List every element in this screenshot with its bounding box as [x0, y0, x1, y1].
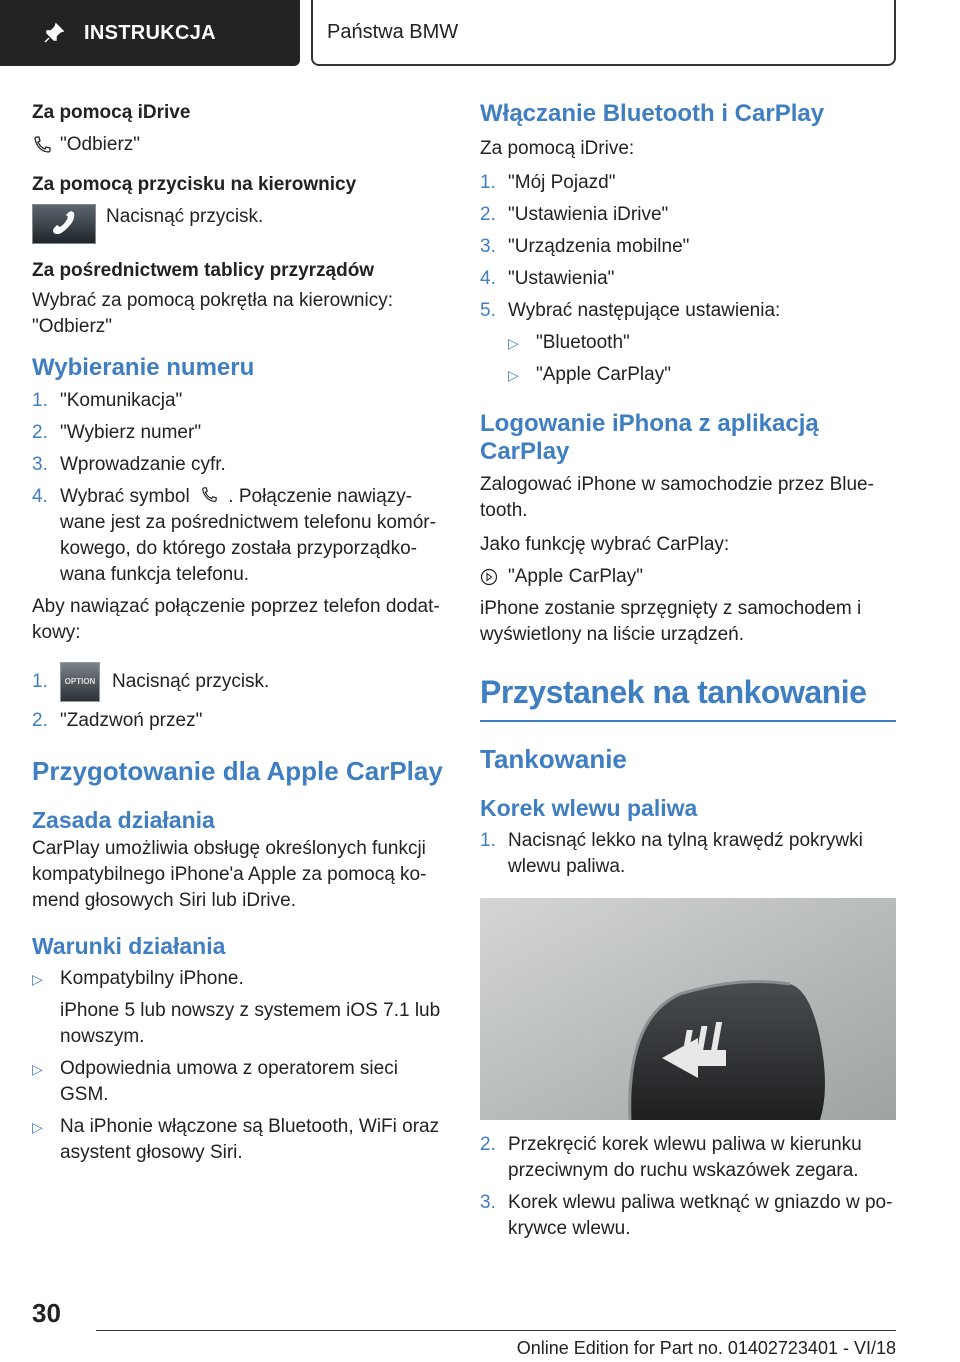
list-item: 1. "Komunikacja"	[32, 390, 183, 411]
login-carplay-text: "Apple CarPlay"	[508, 566, 643, 587]
list-item: 2. "Zadzwoń przez"	[32, 710, 203, 731]
phone-handset-icon	[199, 486, 219, 504]
list-item: ▷ "Apple CarPlay"	[508, 364, 671, 385]
list-item: 1. "Mój Pojazd"	[480, 172, 616, 193]
heading-carplay-prep: Przygotowanie dla Apple CarPlay	[32, 756, 443, 786]
manual-tab[interactable]	[0, 0, 300, 66]
fuel-cap-steps	[480, 828, 896, 880]
list-item: 3. Wprowadzanie cyfr.	[32, 454, 226, 475]
subheading-idrive: Za pomocą iDrive	[32, 102, 191, 123]
idrive-answer-text: "Odbierz"	[60, 134, 141, 155]
list-item: 1. Nacisnąć lekko na tylną krawędź pokrywki wlewu paliwa.	[480, 830, 863, 877]
manual-tab-label: INSTRUKCJA	[84, 22, 216, 44]
login-text-2: Jako funkcję wybrać CarPlay:	[480, 534, 730, 555]
conditions-list	[32, 966, 446, 1166]
subheading-steering-button: Za pomocą przycisku na kierownicy	[32, 174, 357, 195]
step4-prefix: Wybrać symbol	[60, 486, 190, 507]
heading-bluetooth-carplay: Włączanie Bluetooth i CarPlay	[480, 100, 825, 127]
heading-conditions: Warunki działania	[32, 933, 226, 959]
heading-login-iphone: Logowanie iPhona z aplikacją CarPlay	[480, 410, 819, 465]
steering-button-line	[32, 204, 446, 244]
login-text-3: iPhone zostanie sprzęgnięty z samochodem i wyświetlony na liście urządzeń.	[480, 598, 862, 645]
section-tab[interactable]	[311, 0, 896, 66]
list-item: 4. "Ustawienia"	[480, 268, 615, 289]
list-item: 2. "Ustawienia iDrive"	[480, 204, 669, 225]
additional-phone-text: Aby nawiązać połączenie poprzez telefon dodatkowy:	[32, 596, 440, 643]
play-circle-icon	[480, 564, 508, 590]
list-item: 2. Przekręcić korek wlewu paliwa w kierunku przeciwnym do ruchu wskazówek zegara.	[480, 1134, 862, 1181]
list-item: 5. Wybrać następujące ustawienia:	[480, 300, 781, 321]
additional-phone-steps	[32, 662, 446, 734]
heading-refueling: Tankowanie	[480, 744, 627, 774]
list-item: 3. "Urządzenia mobilne"	[480, 236, 690, 257]
list-item: ▷ "Bluetooth"	[508, 332, 630, 353]
bt-intro: Za pomocą iDrive:	[480, 138, 635, 159]
footer-edition: Online Edition for Part no. 01402723401 - VI/18	[96, 1330, 896, 1361]
list-item: ▷ Kompatybilny iPhone. iPhone 5 lub nowszy z systemem iOS 7.1 lub nowszym.	[32, 968, 441, 1047]
subheading-instrument-cluster: Za pośrednictwem tablicy przyrządów	[32, 260, 375, 281]
steering-button-text: Nacisnąć przycisk.	[106, 206, 264, 227]
top-bar	[0, 0, 960, 66]
list-item: 1. OPTION Nacisnąć przycisk.	[32, 662, 446, 702]
heading-dialing: Wybieranie numeru	[32, 354, 255, 381]
heading-fuel-stop: Przystanek na tankowanie	[480, 672, 896, 722]
pin-icon	[42, 21, 66, 45]
steering-phone-button-icon	[32, 204, 96, 244]
principle-text: CarPlay umożliwia obsługę określonych funkcji kompatybilnego iPhone'a Apple za pomocą komend głosowych Siri lub iDrive.	[32, 838, 427, 911]
heading-principle: Zasada działania	[32, 807, 215, 833]
bt-settings-list	[508, 330, 896, 388]
list-item: 4. Wybrać symbol . Połączenie nawiązywane jest za pośrednictwem telefonu komórkowego, do którego została przyporządkowana funkcja telefonu.	[32, 486, 436, 585]
fuel-flap-photo	[480, 898, 896, 1120]
left-column	[32, 100, 446, 1166]
dialing-steps	[32, 388, 446, 588]
login-carplay-line	[480, 564, 896, 590]
login-text: Zalogować iPhone w samochodzie przez Bluetooth.	[480, 474, 874, 521]
right-column	[480, 100, 896, 1242]
idrive-answer-line	[32, 132, 446, 158]
phone-handset-icon	[32, 132, 60, 158]
fuel-cap-steps-cont	[480, 1132, 896, 1242]
list-item: 2. "Wybierz numer"	[32, 422, 202, 443]
option-button-icon: OPTION	[60, 662, 100, 702]
bt-steps	[480, 170, 896, 324]
instrument-cluster-text: Wybrać za pomocą pokrętła na kierownicy: "Odbierz"	[32, 290, 393, 337]
list-item: ▷ Na iPhonie włączone są Bluetooth, WiFi oraz asystent głosowy Siri.	[32, 1116, 440, 1163]
page-number: 30	[32, 1298, 61, 1328]
heading-fuel-cap: Korek wlewu paliwa	[480, 795, 698, 821]
list-item: ▷ Odpowiednia umowa z operatorem sieci GSM.	[32, 1058, 398, 1105]
step4-suffix: . Połączenie nawiązywane jest za pośrednictwem telefonu komórkowego, do którego została przyporządkowana funkcja telefonu.	[60, 486, 436, 585]
section-tab-label: Państwa BMW	[327, 21, 459, 43]
list-item: 3. Korek wlewu paliwa wetknąć w gniazdo w pokrywce wlewu.	[480, 1192, 893, 1239]
